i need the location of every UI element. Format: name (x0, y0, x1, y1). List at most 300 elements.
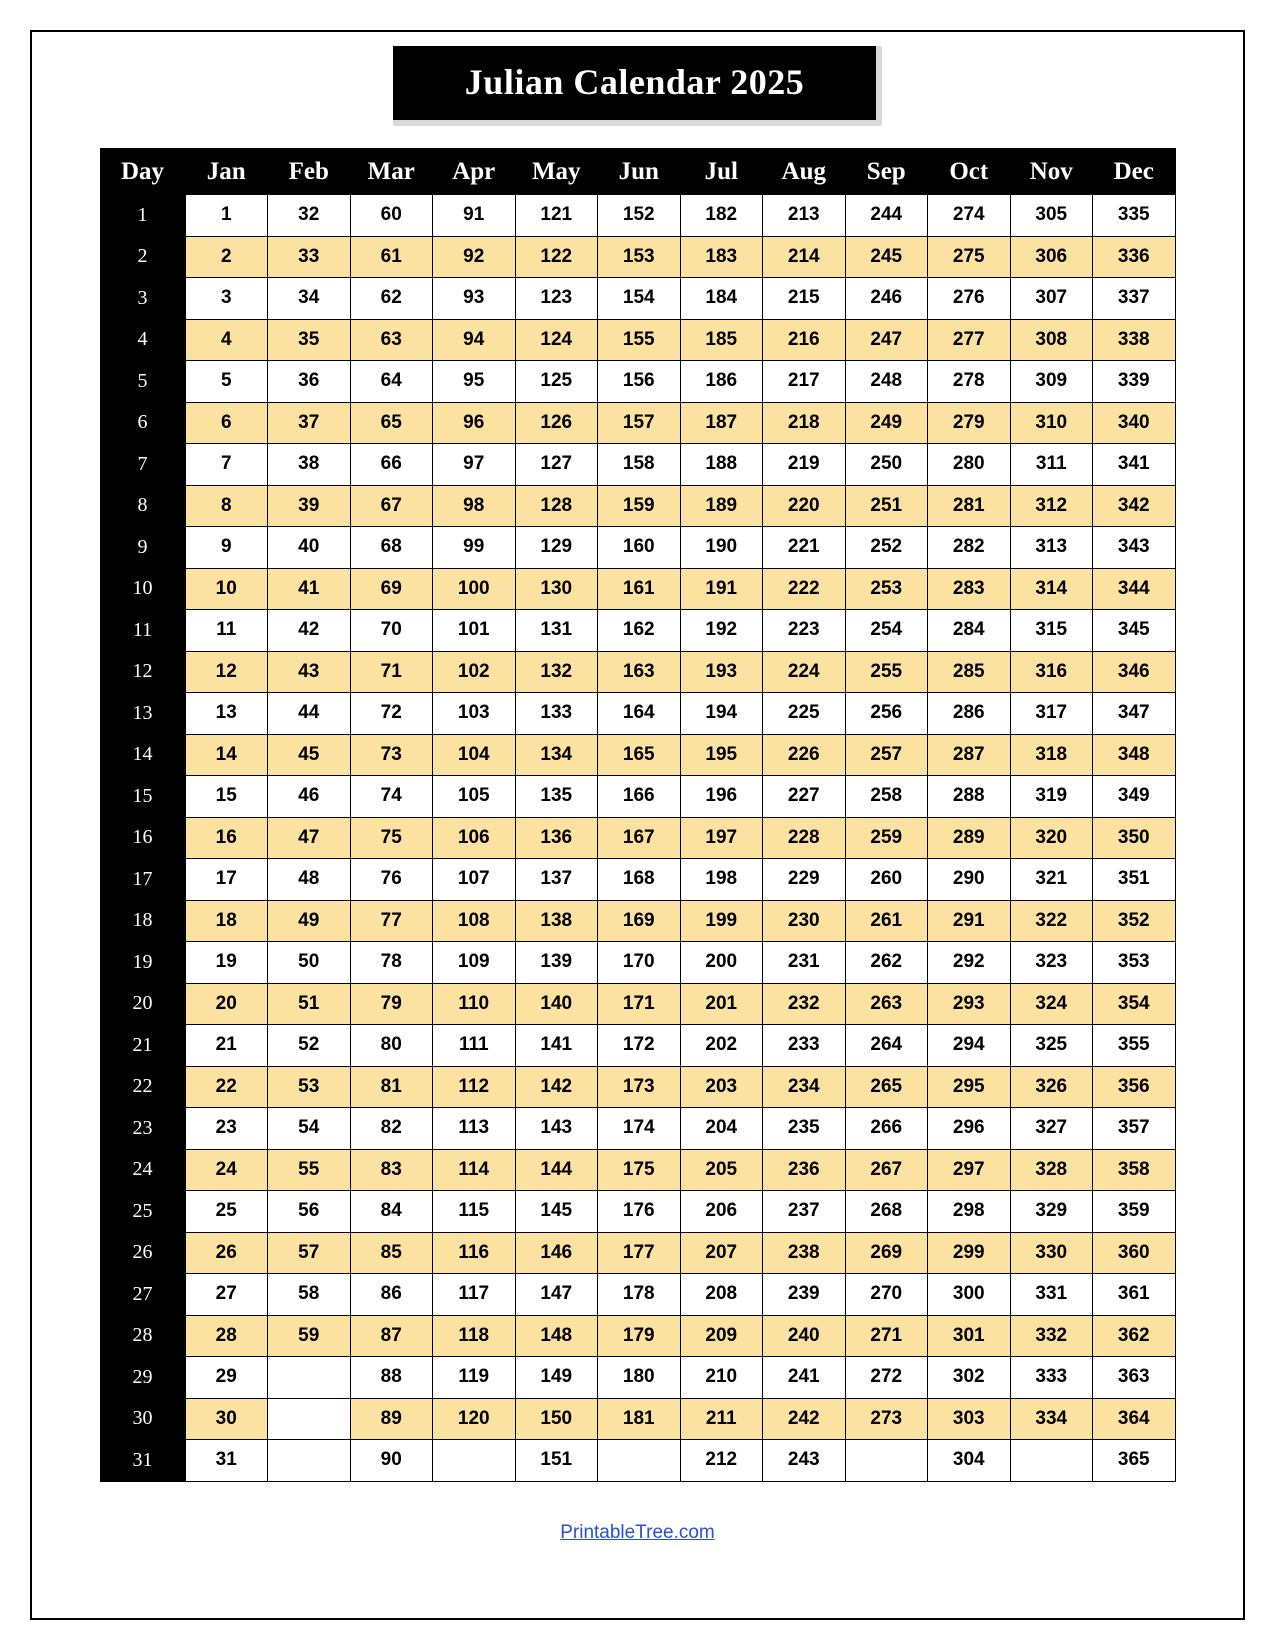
julian-day-cell: 130 (515, 568, 598, 610)
day-number-cell: 14 (100, 734, 185, 776)
julian-day-cell: 249 (845, 402, 928, 444)
julian-day-cell: 8 (185, 485, 268, 527)
column-header-oct: Oct (928, 149, 1011, 195)
julian-day-cell: 37 (268, 402, 351, 444)
julian-day-cell: 27 (185, 1274, 268, 1316)
julian-day-cell: 342 (1093, 485, 1176, 527)
julian-day-cell: 329 (1010, 1191, 1093, 1233)
julian-day-cell: 236 (763, 1149, 846, 1191)
julian-day-cell: 104 (433, 734, 516, 776)
julian-day-cell: 356 (1093, 1066, 1176, 1108)
julian-day-cell: 324 (1010, 983, 1093, 1025)
table-row (100, 1108, 1175, 1150)
footer (70, 1522, 1205, 1544)
julian-day-cell: 291 (928, 900, 1011, 942)
julian-day-cell: 269 (845, 1232, 928, 1274)
julian-day-cell: 145 (515, 1191, 598, 1233)
julian-day-cell: 351 (1093, 859, 1176, 901)
printabletree-link[interactable]: PrintableTree.com (560, 1521, 715, 1543)
julian-day-cell: 336 (1093, 236, 1176, 278)
julian-day-cell: 75 (350, 817, 433, 859)
julian-day-cell: 155 (598, 319, 681, 361)
julian-day-cell: 98 (433, 485, 516, 527)
julian-day-cell: 7 (185, 444, 268, 486)
table-row (100, 444, 1175, 486)
julian-day-cell: 195 (680, 734, 763, 776)
julian-day-cell: 31 (185, 1440, 268, 1482)
julian-day-cell: 105 (433, 776, 516, 818)
julian-day-cell: 283 (928, 568, 1011, 610)
column-header-jan: Jan (185, 149, 268, 195)
julian-day-cell: 14 (185, 734, 268, 776)
julian-day-cell (433, 1440, 516, 1482)
julian-day-cell: 57 (268, 1232, 351, 1274)
julian-day-cell: 332 (1010, 1315, 1093, 1357)
julian-day-cell: 255 (845, 651, 928, 693)
julian-day-cell: 49 (268, 900, 351, 942)
julian-day-cell: 343 (1093, 527, 1176, 569)
julian-day-cell: 264 (845, 1025, 928, 1067)
julian-day-cell: 120 (433, 1398, 516, 1440)
julian-day-cell: 110 (433, 983, 516, 1025)
table-row (100, 195, 1175, 237)
julian-day-cell: 80 (350, 1025, 433, 1067)
julian-day-cell: 192 (680, 610, 763, 652)
day-number-cell: 29 (100, 1357, 185, 1399)
julian-day-cell: 326 (1010, 1066, 1093, 1108)
julian-day-cell: 168 (598, 859, 681, 901)
julian-day-cell: 252 (845, 527, 928, 569)
julian-day-cell: 67 (350, 485, 433, 527)
julian-day-cell: 88 (350, 1357, 433, 1399)
julian-day-cell: 66 (350, 444, 433, 486)
julian-day-cell: 229 (763, 859, 846, 901)
day-number-cell: 6 (100, 402, 185, 444)
julian-day-cell: 174 (598, 1108, 681, 1150)
julian-day-cell: 349 (1093, 776, 1176, 818)
julian-day-cell: 117 (433, 1274, 516, 1316)
julian-day-cell: 156 (598, 361, 681, 403)
table-row (100, 1398, 1175, 1440)
table-row (100, 1066, 1175, 1108)
julian-day-cell: 271 (845, 1315, 928, 1357)
julian-day-cell: 273 (845, 1398, 928, 1440)
title-container (70, 46, 1205, 126)
julian-day-cell: 306 (1010, 236, 1093, 278)
julian-day-cell: 205 (680, 1149, 763, 1191)
julian-day-cell: 111 (433, 1025, 516, 1067)
julian-day-cell: 158 (598, 444, 681, 486)
julian-day-cell: 348 (1093, 734, 1176, 776)
julian-day-cell: 305 (1010, 195, 1093, 237)
julian-day-cell: 314 (1010, 568, 1093, 610)
julian-day-cell: 215 (763, 278, 846, 320)
julian-day-cell (268, 1440, 351, 1482)
julian-day-cell: 265 (845, 1066, 928, 1108)
julian-day-cell: 313 (1010, 527, 1093, 569)
julian-day-cell: 143 (515, 1108, 598, 1150)
julian-day-cell: 101 (433, 610, 516, 652)
julian-day-cell: 242 (763, 1398, 846, 1440)
day-number-cell: 17 (100, 859, 185, 901)
julian-day-cell: 139 (515, 942, 598, 984)
julian-day-cell: 334 (1010, 1398, 1093, 1440)
julian-day-cell: 216 (763, 319, 846, 361)
julian-day-cell: 340 (1093, 402, 1176, 444)
julian-day-cell: 258 (845, 776, 928, 818)
julian-day-cell: 227 (763, 776, 846, 818)
julian-day-cell: 112 (433, 1066, 516, 1108)
julian-day-cell: 167 (598, 817, 681, 859)
table-row (100, 1357, 1175, 1399)
julian-day-cell: 268 (845, 1191, 928, 1233)
julian-calendar-table (100, 148, 1176, 1482)
julian-day-cell: 29 (185, 1357, 268, 1399)
julian-day-cell: 310 (1010, 402, 1093, 444)
julian-day-cell: 123 (515, 278, 598, 320)
julian-day-cell: 308 (1010, 319, 1093, 361)
julian-day-cell: 62 (350, 278, 433, 320)
column-header-aug: Aug (763, 149, 846, 195)
julian-day-cell: 312 (1010, 485, 1093, 527)
julian-day-cell: 228 (763, 817, 846, 859)
julian-day-cell: 187 (680, 402, 763, 444)
table-row (100, 1232, 1175, 1274)
julian-day-cell: 208 (680, 1274, 763, 1316)
table-row (100, 859, 1175, 901)
julian-day-cell: 222 (763, 568, 846, 610)
julian-day-cell: 99 (433, 527, 516, 569)
julian-day-cell: 44 (268, 693, 351, 735)
julian-day-cell: 309 (1010, 361, 1093, 403)
julian-day-cell: 209 (680, 1315, 763, 1357)
julian-day-cell: 335 (1093, 195, 1176, 237)
julian-day-cell: 298 (928, 1191, 1011, 1233)
julian-day-cell: 64 (350, 361, 433, 403)
julian-day-cell: 32 (268, 195, 351, 237)
julian-day-cell: 210 (680, 1357, 763, 1399)
julian-day-cell: 275 (928, 236, 1011, 278)
julian-day-cell (268, 1398, 351, 1440)
julian-day-cell: 138 (515, 900, 598, 942)
julian-day-cell: 78 (350, 942, 433, 984)
julian-day-cell: 127 (515, 444, 598, 486)
julian-day-cell: 140 (515, 983, 598, 1025)
julian-day-cell: 119 (433, 1357, 516, 1399)
julian-day-cell: 28 (185, 1315, 268, 1357)
julian-day-cell: 297 (928, 1149, 1011, 1191)
day-number-cell: 16 (100, 817, 185, 859)
julian-day-cell: 73 (350, 734, 433, 776)
julian-day-cell: 178 (598, 1274, 681, 1316)
julian-day-cell: 175 (598, 1149, 681, 1191)
julian-day-cell: 39 (268, 485, 351, 527)
julian-day-cell: 341 (1093, 444, 1176, 486)
julian-day-cell: 286 (928, 693, 1011, 735)
julian-day-cell: 239 (763, 1274, 846, 1316)
julian-day-cell: 270 (845, 1274, 928, 1316)
julian-day-cell: 33 (268, 236, 351, 278)
julian-day-cell: 173 (598, 1066, 681, 1108)
julian-day-cell: 232 (763, 983, 846, 1025)
julian-day-cell: 191 (680, 568, 763, 610)
julian-day-cell: 159 (598, 485, 681, 527)
julian-day-cell: 206 (680, 1191, 763, 1233)
julian-day-cell: 186 (680, 361, 763, 403)
julian-day-cell: 71 (350, 651, 433, 693)
julian-day-cell: 304 (928, 1440, 1011, 1482)
julian-day-cell: 166 (598, 776, 681, 818)
column-header-dec: Dec (1093, 149, 1176, 195)
julian-day-cell: 300 (928, 1274, 1011, 1316)
julian-day-cell: 86 (350, 1274, 433, 1316)
julian-day-cell: 92 (433, 236, 516, 278)
julian-day-cell: 107 (433, 859, 516, 901)
julian-day-cell: 266 (845, 1108, 928, 1150)
julian-day-cell: 149 (515, 1357, 598, 1399)
julian-day-cell: 350 (1093, 817, 1176, 859)
julian-day-cell: 23 (185, 1108, 268, 1150)
julian-day-cell: 363 (1093, 1357, 1176, 1399)
julian-day-cell: 357 (1093, 1108, 1176, 1150)
julian-day-cell: 69 (350, 568, 433, 610)
julian-day-cell: 199 (680, 900, 763, 942)
julian-day-cell: 307 (1010, 278, 1093, 320)
julian-day-cell: 83 (350, 1149, 433, 1191)
julian-day-cell: 89 (350, 1398, 433, 1440)
julian-day-cell: 21 (185, 1025, 268, 1067)
julian-day-cell: 284 (928, 610, 1011, 652)
julian-day-cell: 226 (763, 734, 846, 776)
julian-day-cell: 262 (845, 942, 928, 984)
julian-day-cell: 331 (1010, 1274, 1093, 1316)
julian-day-cell: 94 (433, 319, 516, 361)
julian-day-cell: 85 (350, 1232, 433, 1274)
julian-day-cell: 279 (928, 402, 1011, 444)
julian-day-cell: 128 (515, 485, 598, 527)
julian-day-cell: 90 (350, 1440, 433, 1482)
julian-day-cell: 219 (763, 444, 846, 486)
julian-day-cell: 61 (350, 236, 433, 278)
julian-day-cell: 234 (763, 1066, 846, 1108)
julian-day-cell: 276 (928, 278, 1011, 320)
column-header-day: Day (100, 149, 185, 195)
julian-day-cell: 200 (680, 942, 763, 984)
day-number-cell: 23 (100, 1108, 185, 1150)
julian-day-cell: 146 (515, 1232, 598, 1274)
column-header-sep: Sep (845, 149, 928, 195)
day-number-cell: 3 (100, 278, 185, 320)
julian-day-cell: 287 (928, 734, 1011, 776)
julian-day-cell: 135 (515, 776, 598, 818)
julian-day-cell: 48 (268, 859, 351, 901)
column-header-mar: Mar (350, 149, 433, 195)
day-number-cell: 13 (100, 693, 185, 735)
julian-day-cell: 256 (845, 693, 928, 735)
julian-day-cell: 322 (1010, 900, 1093, 942)
julian-day-cell: 136 (515, 817, 598, 859)
julian-day-cell: 295 (928, 1066, 1011, 1108)
julian-day-cell: 24 (185, 1149, 268, 1191)
column-header-nov: Nov (1010, 149, 1093, 195)
day-number-cell: 9 (100, 527, 185, 569)
julian-day-cell: 11 (185, 610, 268, 652)
julian-day-cell: 16 (185, 817, 268, 859)
julian-day-cell: 189 (680, 485, 763, 527)
julian-day-cell: 122 (515, 236, 598, 278)
julian-day-cell: 319 (1010, 776, 1093, 818)
julian-day-cell: 238 (763, 1232, 846, 1274)
julian-day-cell: 194 (680, 693, 763, 735)
julian-day-cell: 97 (433, 444, 516, 486)
julian-day-cell: 9 (185, 527, 268, 569)
julian-day-cell: 25 (185, 1191, 268, 1233)
julian-day-cell: 231 (763, 942, 846, 984)
julian-day-cell: 223 (763, 610, 846, 652)
julian-day-cell: 198 (680, 859, 763, 901)
julian-day-cell: 154 (598, 278, 681, 320)
julian-day-cell: 113 (433, 1108, 516, 1150)
julian-day-cell: 346 (1093, 651, 1176, 693)
julian-day-cell: 333 (1010, 1357, 1093, 1399)
julian-day-cell: 182 (680, 195, 763, 237)
julian-day-cell: 163 (598, 651, 681, 693)
julian-day-cell: 243 (763, 1440, 846, 1482)
julian-day-cell: 52 (268, 1025, 351, 1067)
julian-day-cell: 338 (1093, 319, 1176, 361)
julian-day-cell: 43 (268, 651, 351, 693)
julian-day-cell: 202 (680, 1025, 763, 1067)
day-number-cell: 8 (100, 485, 185, 527)
table-row (100, 568, 1175, 610)
julian-day-cell: 253 (845, 568, 928, 610)
day-number-cell: 7 (100, 444, 185, 486)
julian-day-cell: 274 (928, 195, 1011, 237)
column-header-feb: Feb (268, 149, 351, 195)
julian-day-cell: 347 (1093, 693, 1176, 735)
julian-day-cell: 153 (598, 236, 681, 278)
julian-day-cell: 318 (1010, 734, 1093, 776)
day-number-cell: 1 (100, 195, 185, 237)
julian-day-cell: 218 (763, 402, 846, 444)
day-number-cell: 21 (100, 1025, 185, 1067)
julian-day-cell: 251 (845, 485, 928, 527)
julian-day-cell: 184 (680, 278, 763, 320)
julian-day-cell: 217 (763, 361, 846, 403)
julian-day-cell: 244 (845, 195, 928, 237)
julian-day-cell: 237 (763, 1191, 846, 1233)
calendar-page (70, 46, 1205, 1544)
julian-day-cell: 147 (515, 1274, 598, 1316)
day-number-cell: 26 (100, 1232, 185, 1274)
table-row (100, 527, 1175, 569)
julian-day-cell: 151 (515, 1440, 598, 1482)
julian-day-cell: 203 (680, 1066, 763, 1108)
julian-day-cell: 137 (515, 859, 598, 901)
julian-day-cell: 134 (515, 734, 598, 776)
table-row (100, 1149, 1175, 1191)
julian-day-cell: 34 (268, 278, 351, 320)
julian-day-cell: 281 (928, 485, 1011, 527)
julian-day-cell: 257 (845, 734, 928, 776)
julian-day-cell: 188 (680, 444, 763, 486)
julian-day-cell: 50 (268, 942, 351, 984)
julian-day-cell: 59 (268, 1315, 351, 1357)
julian-day-cell: 100 (433, 568, 516, 610)
julian-day-cell: 303 (928, 1398, 1011, 1440)
day-number-cell: 2 (100, 236, 185, 278)
julian-day-cell: 45 (268, 734, 351, 776)
julian-day-cell: 17 (185, 859, 268, 901)
julian-day-cell: 5 (185, 361, 268, 403)
julian-day-cell: 115 (433, 1191, 516, 1233)
julian-day-cell: 250 (845, 444, 928, 486)
julian-day-cell: 365 (1093, 1440, 1176, 1482)
julian-day-cell: 282 (928, 527, 1011, 569)
julian-day-cell: 60 (350, 195, 433, 237)
julian-day-cell: 316 (1010, 651, 1093, 693)
day-number-cell: 28 (100, 1315, 185, 1357)
julian-day-cell: 181 (598, 1398, 681, 1440)
julian-day-cell: 170 (598, 942, 681, 984)
julian-day-cell (598, 1440, 681, 1482)
julian-day-cell: 1 (185, 195, 268, 237)
julian-day-cell: 241 (763, 1357, 846, 1399)
julian-day-cell: 311 (1010, 444, 1093, 486)
julian-day-cell: 327 (1010, 1108, 1093, 1150)
table-row (100, 278, 1175, 320)
julian-day-cell: 176 (598, 1191, 681, 1233)
julian-day-cell: 160 (598, 527, 681, 569)
julian-day-cell: 263 (845, 983, 928, 1025)
julian-day-cell: 58 (268, 1274, 351, 1316)
day-number-cell: 12 (100, 651, 185, 693)
julian-day-cell: 84 (350, 1191, 433, 1233)
julian-day-cell: 235 (763, 1108, 846, 1150)
julian-day-cell: 53 (268, 1066, 351, 1108)
julian-day-cell: 51 (268, 983, 351, 1025)
julian-day-cell: 161 (598, 568, 681, 610)
julian-day-cell: 183 (680, 236, 763, 278)
julian-day-cell: 47 (268, 817, 351, 859)
julian-day-cell: 344 (1093, 568, 1176, 610)
julian-day-cell: 247 (845, 319, 928, 361)
julian-day-cell: 272 (845, 1357, 928, 1399)
julian-day-cell: 46 (268, 776, 351, 818)
julian-day-cell: 179 (598, 1315, 681, 1357)
julian-day-cell: 121 (515, 195, 598, 237)
day-number-cell: 10 (100, 568, 185, 610)
julian-day-cell: 180 (598, 1357, 681, 1399)
julian-day-cell: 201 (680, 983, 763, 1025)
julian-day-cell: 40 (268, 527, 351, 569)
header-row (100, 149, 1175, 195)
julian-day-cell: 221 (763, 527, 846, 569)
julian-day-cell: 197 (680, 817, 763, 859)
julian-day-cell: 260 (845, 859, 928, 901)
julian-day-cell: 125 (515, 361, 598, 403)
julian-day-cell: 204 (680, 1108, 763, 1150)
julian-day-cell: 353 (1093, 942, 1176, 984)
julian-day-cell: 109 (433, 942, 516, 984)
julian-day-cell: 30 (185, 1398, 268, 1440)
table-row (100, 1315, 1175, 1357)
table-row (100, 693, 1175, 735)
julian-day-cell: 320 (1010, 817, 1093, 859)
julian-day-cell: 233 (763, 1025, 846, 1067)
julian-day-cell: 193 (680, 651, 763, 693)
julian-day-cell: 359 (1093, 1191, 1176, 1233)
